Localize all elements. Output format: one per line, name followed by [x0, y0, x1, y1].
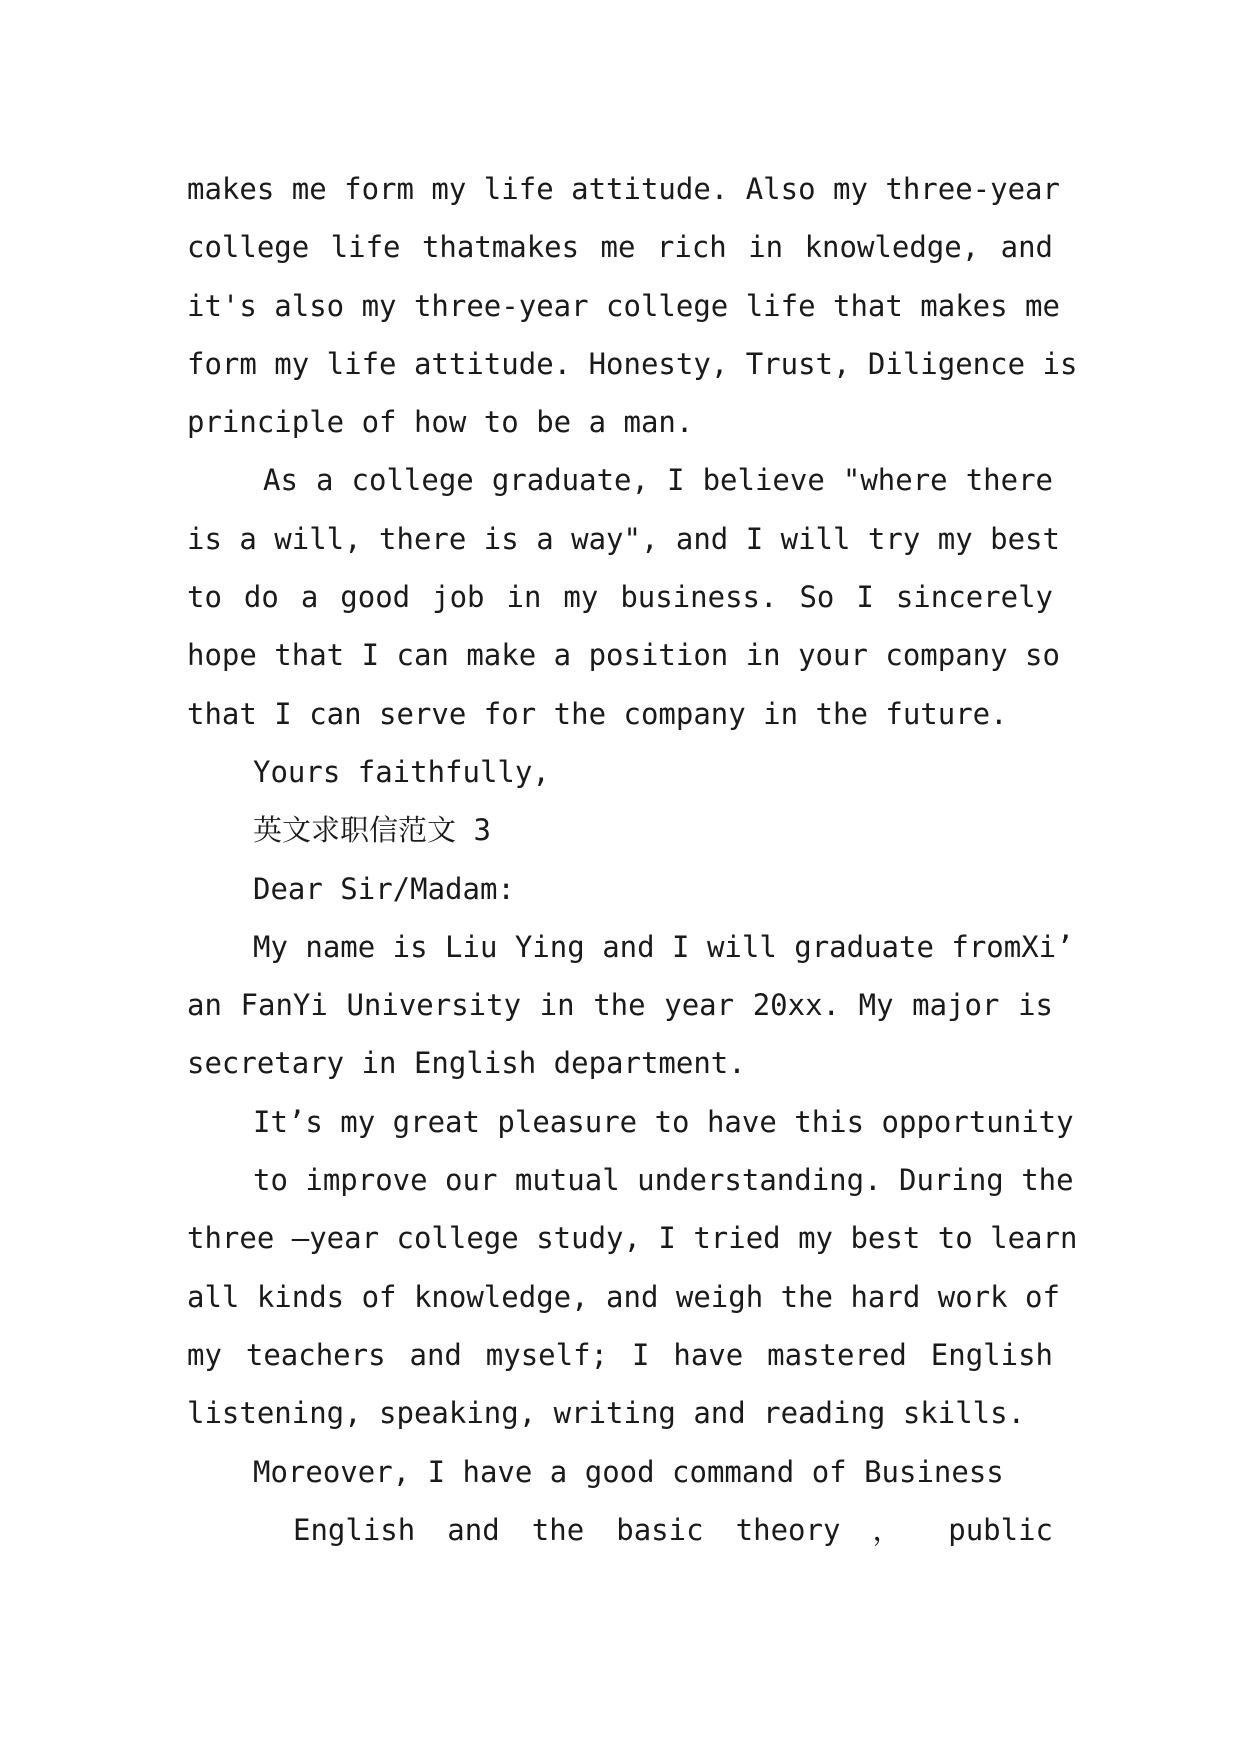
text-line: three –year college study, I tried my best to learn — [187, 1221, 1078, 1256]
section-heading: 英文求职信范文 3 — [253, 813, 491, 848]
text-line: principle of how to be a man. — [187, 405, 694, 440]
text-line: makes me form my life attitude. Also my three-year — [187, 172, 1060, 206]
text-line: hope that I can make a position in your company so — [187, 638, 1060, 673]
text-line: is a will, there is a way", and I will try my best — [187, 521, 1060, 556]
text-line: college life thatmakes me rich in knowledge, and — [187, 230, 1053, 265]
text-line: it's also my three-year college life that makes me — [187, 288, 1060, 323]
closing-salutation: Yours faithfully, — [253, 754, 550, 789]
text-line: secretary in English department. — [187, 1046, 746, 1081]
text-line: that I can serve for the company in the future. — [187, 696, 1008, 731]
text-line: It’s my great pleasure to have this opportunity — [253, 1104, 1074, 1139]
text-line: As a college graduate, I believe "where there — [263, 463, 1053, 498]
text-line: form my life attitude. Honesty, Trust, Diligence is — [187, 346, 1078, 381]
text-line: my teachers and myself; I have mastered English — [187, 1337, 1053, 1372]
text-line: to improve our mutual understanding. During the — [253, 1163, 1074, 1198]
text-line: Moreover, I have a good command of Business — [253, 1454, 1004, 1489]
letter-body — [187, 160, 1078, 1559]
text-line: an FanYi University in the year 20xx. My major is — [187, 988, 1053, 1023]
text-line: all kinds of knowledge, and weigh the hard work of — [187, 1279, 1060, 1314]
greeting: Dear Sir/Madam: — [253, 871, 515, 906]
text-line: listening, speaking, writing and reading skills. — [187, 1396, 1026, 1431]
text-line: to do a good job in my business. So I sincerely — [187, 580, 1053, 615]
text-line: My name is Liu Ying and I will graduate fromXi’ — [253, 929, 1074, 964]
text-line: English and the basic theory ， public — [293, 1512, 1053, 1547]
